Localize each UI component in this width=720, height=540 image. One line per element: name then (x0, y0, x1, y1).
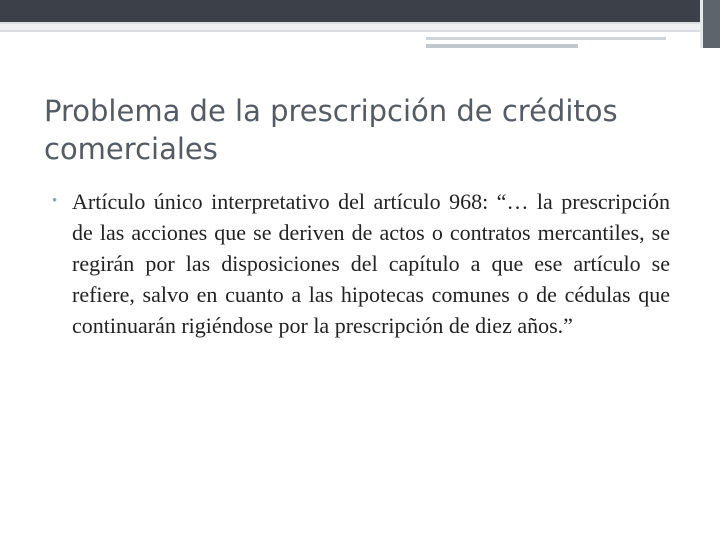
bullet-icon: • (52, 193, 58, 209)
header-light-inner-bar (0, 24, 700, 30)
bullet-item (52, 186, 670, 341)
header-accent-line-short (426, 44, 578, 48)
header-dark-bar (0, 0, 700, 22)
header-accent-line (426, 37, 666, 40)
slide-title: Problema de la prescripción de créditos comerciales (44, 94, 618, 166)
header-right-block (703, 0, 720, 48)
bullet-text: Artículo único interpretativo del artículo 968: “… la prescripción de las acciones que se deriven de actos o contratos mercantiles, se regirán por las disposiciones del capítulo a que ese artículo se refiere, salvo en cuanto a las hipotecas comunes o de cédulas que continuarán rigiéndose por la prescripción de diez años.” (72, 189, 670, 338)
